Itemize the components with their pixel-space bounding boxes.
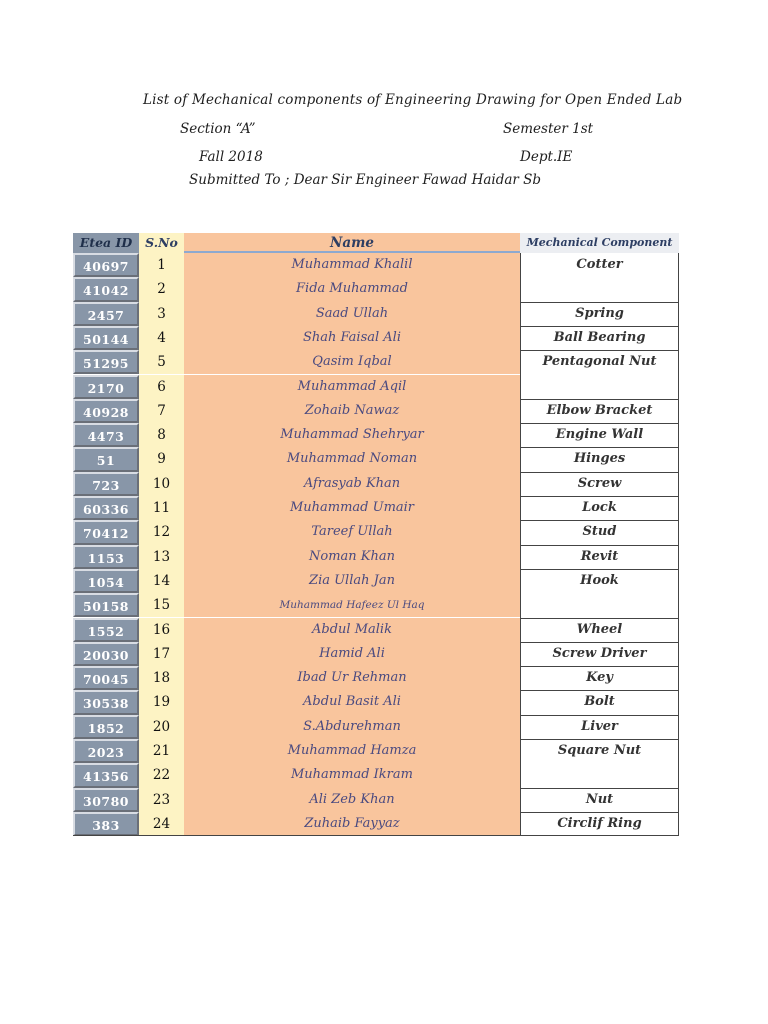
etea-id-cell: 1153 bbox=[73, 545, 139, 569]
sno-cell: 5 bbox=[139, 350, 184, 374]
table-row bbox=[73, 642, 679, 666]
table-row bbox=[73, 545, 679, 569]
submitted-to-label: Submitted To ; Dear Sir Engineer Fawad Haidar Sb bbox=[189, 172, 542, 188]
name-cell: Zohaib Nawaz bbox=[184, 399, 520, 423]
component-separator bbox=[520, 739, 679, 740]
etea-id-cell: 1852 bbox=[73, 715, 139, 739]
etea-id-cell: 40697 bbox=[73, 253, 139, 277]
name-cell: Muhammad Noman bbox=[184, 447, 520, 471]
component-cell: Bolt bbox=[520, 690, 679, 714]
sno-cell: 8 bbox=[139, 423, 184, 447]
section-label: Section “A” bbox=[180, 121, 256, 137]
component-separator bbox=[520, 399, 679, 400]
etea-id-cell: 51295 bbox=[73, 350, 139, 374]
table-row bbox=[73, 496, 679, 520]
sno-cell: 19 bbox=[139, 690, 184, 714]
name-cell: Muhammad Shehryar bbox=[184, 423, 520, 447]
sno-cell: 13 bbox=[139, 545, 184, 569]
component-cell: Elbow Bracket bbox=[520, 399, 679, 423]
etea-id-cell: 2023 bbox=[73, 739, 139, 763]
dept-label: Dept.IE bbox=[520, 149, 573, 165]
etea-id-cell: 723 bbox=[73, 472, 139, 496]
component-separator bbox=[520, 715, 679, 716]
component-cell: Wheel bbox=[520, 618, 679, 642]
table-row bbox=[73, 472, 679, 496]
sno-cell: 6 bbox=[139, 375, 184, 399]
etea-id-cell: 41356 bbox=[73, 763, 139, 787]
table-row bbox=[73, 423, 679, 447]
component-cell: Engine Wall bbox=[520, 423, 679, 447]
etea-id-cell: 40928 bbox=[73, 399, 139, 423]
component-cell bbox=[520, 277, 679, 301]
etea-id-cell: 1552 bbox=[73, 618, 139, 642]
sno-cell: 9 bbox=[139, 447, 184, 471]
sno-cell: 4 bbox=[139, 326, 184, 350]
etea-id-cell: 383 bbox=[73, 812, 139, 836]
table-row bbox=[73, 569, 679, 593]
etea-id-cell: 30780 bbox=[73, 788, 139, 812]
name-cell: Muhammad Hafeez Ul Haq bbox=[184, 593, 520, 617]
sno-cell: 16 bbox=[139, 618, 184, 642]
table-row bbox=[73, 812, 679, 836]
component-cell: Pentagonal Nut bbox=[520, 350, 679, 374]
sno-cell: 21 bbox=[139, 739, 184, 763]
table-row bbox=[73, 520, 679, 544]
component-separator bbox=[520, 666, 679, 667]
sno-cell: 17 bbox=[139, 642, 184, 666]
etea-id-cell: 41042 bbox=[73, 277, 139, 301]
component-separator bbox=[520, 472, 679, 473]
etea-id-cell: 70045 bbox=[73, 666, 139, 690]
sno-cell: 3 bbox=[139, 302, 184, 326]
table-row bbox=[73, 253, 679, 277]
etea-id-cell: 51 bbox=[73, 447, 139, 471]
etea-id-cell: 4473 bbox=[73, 423, 139, 447]
table-row bbox=[73, 593, 679, 617]
etea-id-cell: 30538 bbox=[73, 690, 139, 714]
name-cell: S.Abdurehman bbox=[184, 715, 520, 739]
name-cell: Noman Khan bbox=[184, 545, 520, 569]
sno-cell: 7 bbox=[139, 399, 184, 423]
component-cell: Hook bbox=[520, 569, 679, 593]
etea-id-cell: 50144 bbox=[73, 326, 139, 350]
component-cell: Screw bbox=[520, 472, 679, 496]
name-cell: Ali Zeb Khan bbox=[184, 788, 520, 812]
table-row bbox=[73, 277, 679, 301]
name-cell: Fida Muhammad bbox=[184, 277, 520, 301]
name-cell: Ibad Ur Rehman bbox=[184, 666, 520, 690]
name-cell: Hamid Ali bbox=[184, 642, 520, 666]
table-row bbox=[73, 715, 679, 739]
column-border bbox=[520, 253, 521, 836]
component-separator bbox=[520, 618, 679, 619]
component-separator bbox=[520, 642, 679, 643]
component-cell: Hinges bbox=[520, 447, 679, 471]
sno-cell: 1 bbox=[139, 253, 184, 277]
name-cell: Tareef Ullah bbox=[184, 520, 520, 544]
component-separator bbox=[520, 496, 679, 497]
column-border bbox=[678, 253, 679, 836]
table-row bbox=[73, 326, 679, 350]
etea-id-cell: 60336 bbox=[73, 496, 139, 520]
component-separator bbox=[520, 690, 679, 691]
sno-cell: 10 bbox=[139, 472, 184, 496]
table-row bbox=[73, 763, 679, 787]
component-cell: Ball Bearing bbox=[520, 326, 679, 350]
term-label: Fall 2018 bbox=[199, 149, 263, 165]
header-etea-id: Etea ID bbox=[73, 233, 139, 253]
component-separator bbox=[520, 423, 679, 424]
name-cell: Zia Ullah Jan bbox=[184, 569, 520, 593]
name-cell: Abdul Malik bbox=[184, 618, 520, 642]
table-bottom-border bbox=[73, 835, 679, 836]
semester-label: Semester 1st bbox=[503, 121, 594, 137]
name-cell: Muhammad Aqil bbox=[184, 375, 520, 399]
sno-cell: 14 bbox=[139, 569, 184, 593]
component-cell bbox=[520, 375, 679, 399]
name-cell: Muhammad Hamza bbox=[184, 739, 520, 763]
etea-id-cell: 1054 bbox=[73, 569, 139, 593]
etea-id-cell: 2170 bbox=[73, 375, 139, 399]
etea-id-cell: 70412 bbox=[73, 520, 139, 544]
table-row bbox=[73, 447, 679, 471]
etea-id-cell: 50158 bbox=[73, 593, 139, 617]
component-cell: Circlif Ring bbox=[520, 812, 679, 836]
component-separator bbox=[520, 350, 679, 351]
component-separator bbox=[520, 326, 679, 327]
table-row bbox=[73, 350, 679, 374]
component-separator bbox=[520, 302, 679, 303]
component-separator bbox=[520, 447, 679, 448]
component-separator bbox=[520, 545, 679, 546]
table-row bbox=[73, 666, 679, 690]
component-separator bbox=[520, 569, 679, 570]
component-cell: Lock bbox=[520, 496, 679, 520]
component-cell: Stud bbox=[520, 520, 679, 544]
component-separator bbox=[520, 788, 679, 789]
sno-cell: 23 bbox=[139, 788, 184, 812]
sno-cell: 22 bbox=[139, 763, 184, 787]
component-cell: Cotter bbox=[520, 253, 679, 277]
sno-cell: 24 bbox=[139, 812, 184, 836]
component-cell: Spring bbox=[520, 302, 679, 326]
name-cell: Muhammad Umair bbox=[184, 496, 520, 520]
sno-cell: 11 bbox=[139, 496, 184, 520]
header-name: Name bbox=[184, 233, 520, 253]
component-cell: Nut bbox=[520, 788, 679, 812]
component-separator bbox=[520, 812, 679, 813]
table-row bbox=[73, 739, 679, 763]
name-cell: Muhammad Ikram bbox=[184, 763, 520, 787]
sno-cell: 12 bbox=[139, 520, 184, 544]
table-row bbox=[73, 375, 679, 399]
table-row bbox=[73, 788, 679, 812]
component-cell: Screw Driver bbox=[520, 642, 679, 666]
etea-id-cell: 20030 bbox=[73, 642, 139, 666]
component-cell: Liver bbox=[520, 715, 679, 739]
sno-cell: 2 bbox=[139, 277, 184, 301]
table-header bbox=[73, 233, 679, 253]
sno-cell: 20 bbox=[139, 715, 184, 739]
component-cell bbox=[520, 763, 679, 787]
table-row bbox=[73, 618, 679, 642]
components-table bbox=[73, 233, 679, 836]
component-cell: Square Nut bbox=[520, 739, 679, 763]
name-cell: Afrasyab Khan bbox=[184, 472, 520, 496]
component-cell: Revit bbox=[520, 545, 679, 569]
table-row bbox=[73, 399, 679, 423]
name-cell: Zuhaib Fayyaz bbox=[184, 812, 520, 836]
table-row bbox=[73, 690, 679, 714]
name-cell: Abdul Basit Ali bbox=[184, 690, 520, 714]
name-cell: Shah Faisal Ali bbox=[184, 326, 520, 350]
component-cell: Key bbox=[520, 666, 679, 690]
name-cell: Muhammad Khalil bbox=[184, 253, 520, 277]
etea-id-cell: 2457 bbox=[73, 302, 139, 326]
document-title: List of Mechanical components of Engineering Drawing for Open Ended Lab bbox=[143, 92, 683, 108]
name-cell: Saad Ullah bbox=[184, 302, 520, 326]
sno-cell: 15 bbox=[139, 593, 184, 617]
component-separator bbox=[520, 520, 679, 521]
table-row bbox=[73, 302, 679, 326]
sno-cell: 18 bbox=[139, 666, 184, 690]
header-sno: S.No bbox=[139, 233, 184, 253]
component-cell bbox=[520, 593, 679, 617]
header-mechanical-component: Mechanical Component bbox=[520, 233, 679, 253]
name-cell: Qasim Iqbal bbox=[184, 350, 520, 374]
